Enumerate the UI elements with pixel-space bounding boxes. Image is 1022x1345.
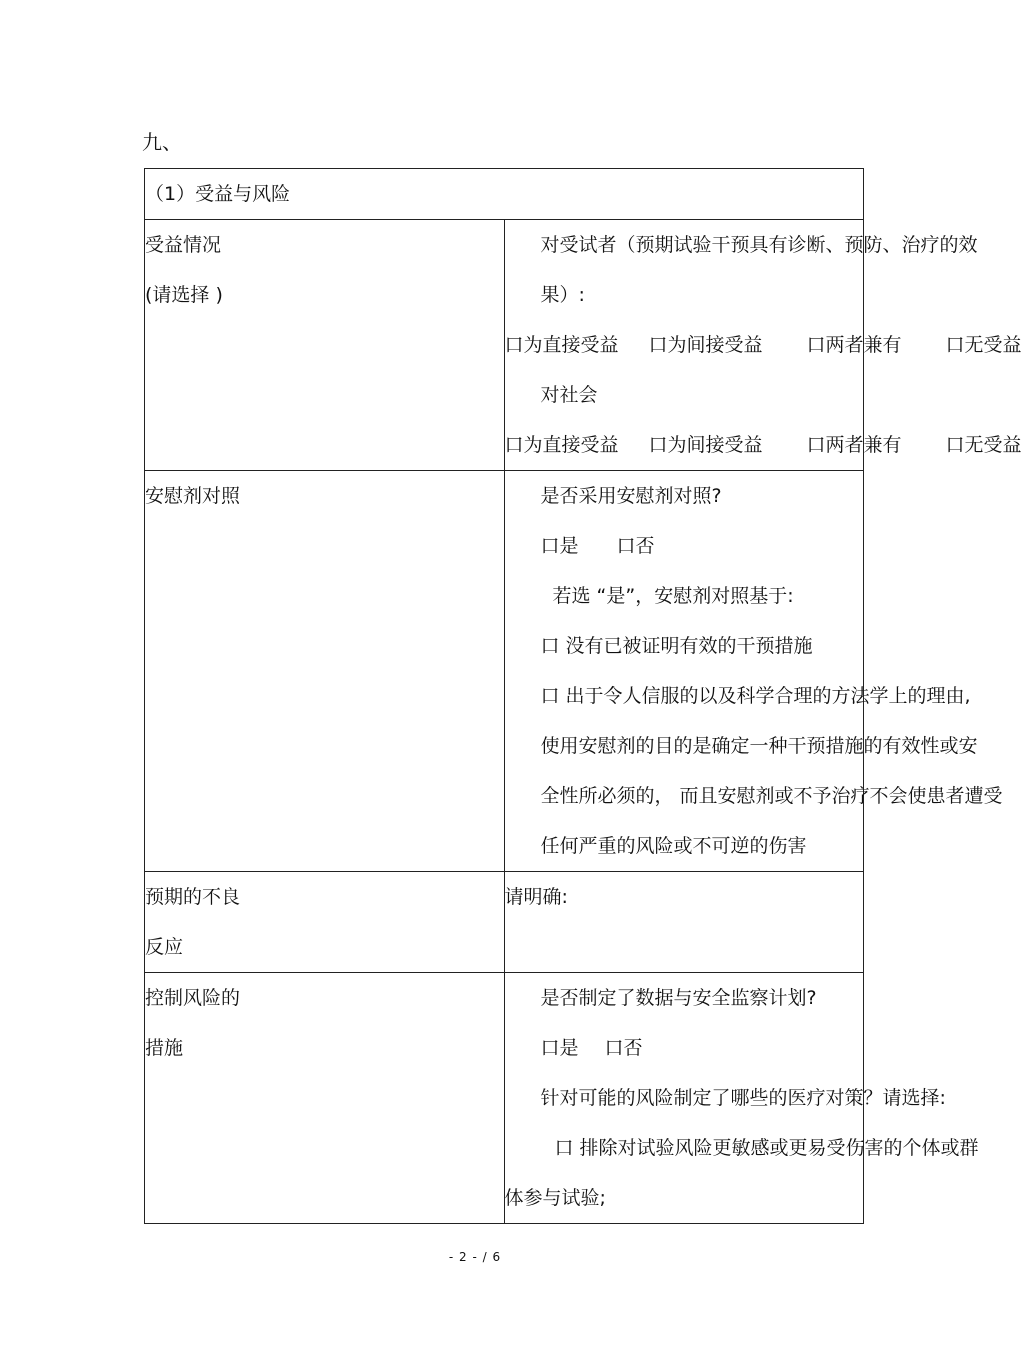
placebo-label: 安慰剂对照 (145, 485, 241, 507)
society-label: 对社会 (540, 384, 598, 406)
adverse-prompt: 请明确: (504, 886, 568, 908)
dsmp-yes-checkbox[interactable]: 口是 (540, 1037, 579, 1059)
adverse-label-line1: 预期的不良 (145, 886, 241, 908)
dsmp-no-checkbox[interactable]: 口否 (604, 1037, 643, 1059)
benefit-intro-line1: 对受试者（预期试验干预具有诊断、预防、治疗的效 (540, 234, 978, 256)
society-indirect-checkbox[interactable]: 口为间接受益 (648, 434, 763, 456)
placebo-basis-2-line4: 任何严重的风险或不可逆的伤害 (540, 835, 807, 857)
placebo-basis-2-line1[interactable]: 口 出于令人信服的以及科学合理的方法学上的理由, (540, 685, 971, 707)
measure-exclude-line1[interactable]: 口 排除对试验风险更敏感或更易受伤害的个体或群 (554, 1137, 979, 1159)
placebo-content-cell (504, 471, 1003, 872)
placebo-if-yes: 若选 “是”，安慰剂对照基于: (552, 585, 794, 607)
risk-control-label-line1: 控制风险的 (145, 987, 241, 1009)
adverse-label-line2: 反应 (145, 936, 184, 958)
adverse-reaction-row (145, 872, 864, 973)
measure-exclude-line2: 体参与试验; (504, 1187, 606, 1209)
placebo-yes-no (505, 521, 864, 571)
benefit-row (145, 220, 864, 471)
placebo-basis-2-line2: 使用安慰剂的目的是确定一种干预措施的有效性或安 (540, 735, 978, 757)
benefit-content-cell (504, 220, 1022, 471)
benefit-risk-table (144, 168, 1022, 1224)
society-none-checkbox[interactable]: 口无受益 (945, 434, 1022, 456)
benefit-label: 受益情况 (145, 234, 222, 256)
risk-control-label-cell (145, 973, 505, 1224)
risk-control-label-line2: 措施 (145, 1037, 184, 1059)
subject-direct-checkbox[interactable]: 口为直接受益 (504, 334, 619, 356)
subject-benefit-options (504, 320, 1022, 370)
dsmp-question: 是否制定了数据与安全监察计划? (540, 987, 817, 1009)
placebo-no-checkbox[interactable]: 口否 (616, 535, 655, 557)
subject-indirect-checkbox[interactable]: 口为间接受益 (648, 334, 763, 356)
dsmp-yes-no (505, 1023, 864, 1073)
benefit-intro-line2: 果）: (540, 284, 585, 306)
table-header-row (145, 169, 864, 220)
society-both-checkbox[interactable]: 口两者兼有 (806, 434, 902, 456)
subject-both-checkbox[interactable]: 口两者兼有 (806, 334, 902, 356)
placebo-yes-checkbox[interactable]: 口是 (540, 535, 579, 557)
risk-control-row (145, 973, 864, 1224)
placebo-label-cell (145, 471, 505, 872)
adverse-label-cell (145, 872, 505, 973)
society-direct-checkbox[interactable]: 口为直接受益 (504, 434, 619, 456)
subject-none-checkbox[interactable]: 口无受益 (945, 334, 1022, 356)
adverse-content-cell[interactable] (504, 872, 864, 973)
measures-question: 针对可能的风险制定了哪些的医疗对策？请选择: (540, 1087, 946, 1109)
risk-control-content-cell (504, 973, 979, 1224)
section-title: （1）受益与风险 (145, 169, 864, 220)
placebo-row (145, 471, 864, 872)
placebo-question: 是否采用安慰剂对照? (540, 485, 722, 507)
page-number: - 2 - / 6 (448, 1250, 502, 1264)
section-number: 九、 (142, 130, 182, 154)
placebo-basis-1[interactable]: 口 没有已被证明有效的干预措施 (540, 635, 813, 657)
placebo-basis-2-line3: 全性所必须的， 而且安慰剂或不予治疗不会使患者遭受 (540, 785, 1003, 807)
benefit-label-hint: (请选择 ) (145, 284, 223, 306)
benefit-label-cell (145, 220, 505, 471)
society-benefit-options (504, 420, 1022, 470)
